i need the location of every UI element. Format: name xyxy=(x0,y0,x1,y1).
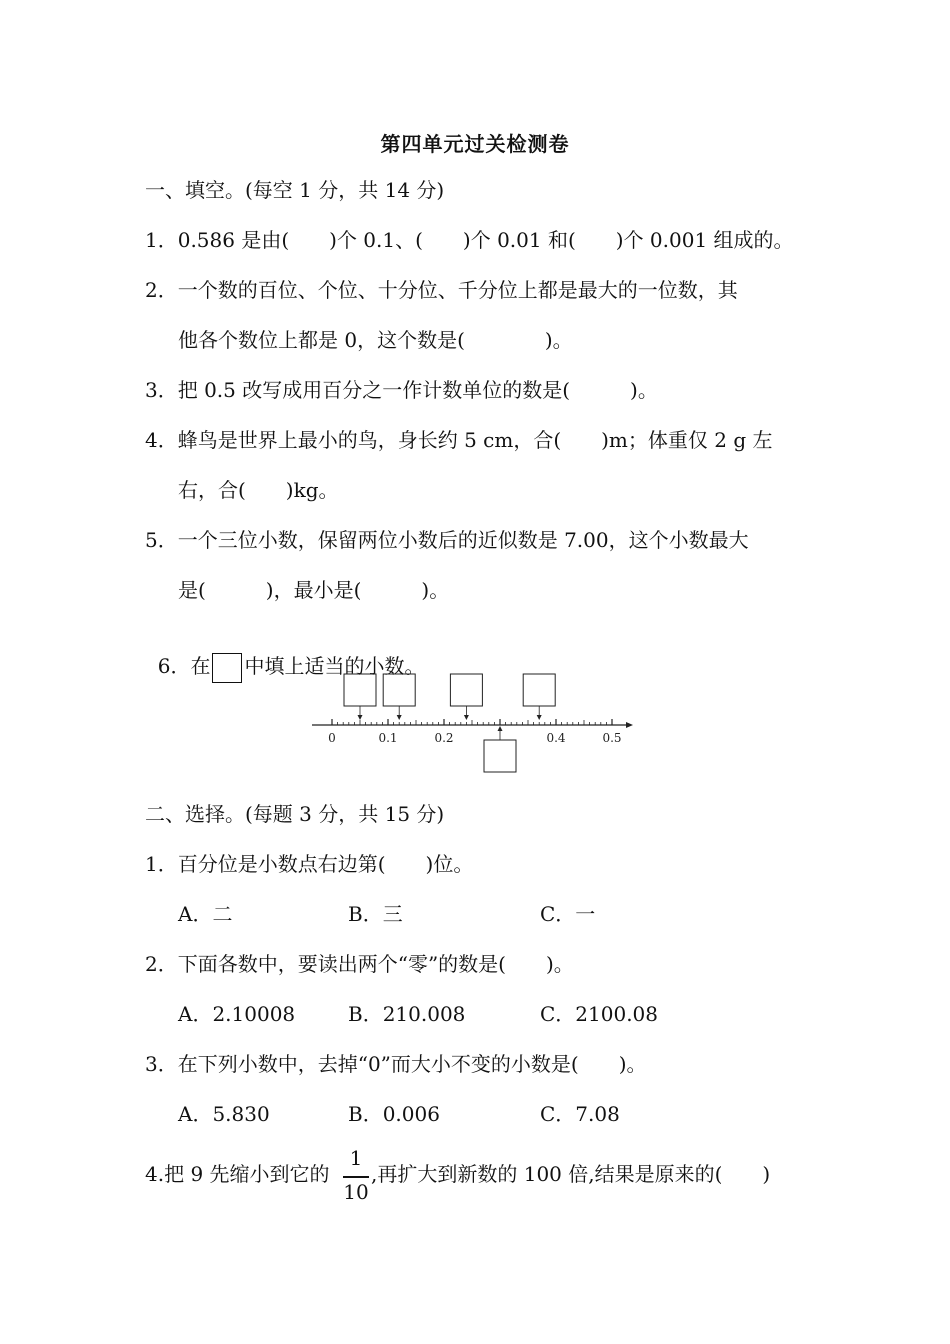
number-line xyxy=(312,674,633,772)
arrow-down-icon xyxy=(358,715,363,720)
option-2-2-a: A．2.10008 xyxy=(178,1002,296,1026)
number-line-label: 0 xyxy=(328,731,336,745)
question-2-3: 3．在下列小数中，去掉“0”而大小不变的小数是( )。 xyxy=(145,1052,647,1076)
number-line-figure xyxy=(300,668,645,778)
option-2-3-c: C．7.08 xyxy=(540,1102,620,1126)
question-1-2-line2: 他各个数位上都是 0，这个数是( )。 xyxy=(178,328,573,352)
fraction-denominator: 10 xyxy=(343,1180,369,1204)
option-2-3-a: A．5.830 xyxy=(178,1102,270,1126)
number-line-label: 0.1 xyxy=(378,731,398,745)
option-2-2-c: C．2100.08 xyxy=(540,1002,659,1026)
question-2-1: 1．百分位是小数点右边第( )位。 xyxy=(145,852,474,876)
question-1-1: 1．0.586 是由( )个 0.1、( )个 0.01 和( )个 0.001 组成的。 xyxy=(145,228,794,252)
answer-box-icon xyxy=(484,740,516,772)
question-2-4-suffix: ,再扩大到新数的 100 倍,结果是原来的( ) xyxy=(371,1162,771,1186)
answer-box-icon xyxy=(344,674,376,706)
page-title: 第四单元过关检测卷 xyxy=(380,132,570,156)
option-2-1-b: B．三 xyxy=(348,902,403,926)
arrow-down-icon xyxy=(464,715,469,720)
question-1-2-line1: 2．一个数的百位、个位、十分位、千分位上都是最大的一位数，其 xyxy=(145,278,738,302)
question-1-3: 3．把 0.5 改写成用百分之一作计数单位的数是( )。 xyxy=(145,378,658,402)
option-2-2-b: B．210.008 xyxy=(348,1002,466,1026)
axis-arrow-icon xyxy=(626,722,633,728)
question-1-5-line1: 5．一个三位小数，保留两位小数后的近似数是 7.00，这个小数最大 xyxy=(145,528,749,552)
answer-box-icon xyxy=(383,674,415,706)
option-2-1-c: C．一 xyxy=(540,902,596,926)
question-1-4-line2: 右，合( )kg。 xyxy=(178,478,339,502)
number-line-label: 0.2 xyxy=(434,731,454,745)
question-2-4-prefix: 4.把 9 先缩小到它的 xyxy=(145,1162,330,1186)
question-1-4-line1: 4．蜂鸟是世界上最小的鸟，身长约 5 cm，合( )m；体重仅 2 g 左 xyxy=(145,428,773,452)
fraction-numerator: 1 xyxy=(349,1146,363,1170)
question-2-2: 2．下面各数中，要读出两个“零”的数是( )。 xyxy=(145,952,574,976)
number-line-label: 0.4 xyxy=(546,731,566,745)
arrow-up-icon xyxy=(498,726,503,731)
option-2-1-a: A．二 xyxy=(178,902,233,926)
answer-box-icon xyxy=(212,653,242,683)
question-1-6-prefix: 6．在 xyxy=(157,654,211,678)
answer-box-icon xyxy=(523,674,555,706)
arrow-down-icon xyxy=(537,715,542,720)
fraction-bar xyxy=(343,1176,369,1178)
arrow-down-icon xyxy=(397,715,402,720)
number-line-label: 0.5 xyxy=(602,731,622,745)
question-1-5-line2: 是( )，最小是( )。 xyxy=(178,578,450,602)
answer-box-icon xyxy=(450,674,482,706)
question-1-6-suffix: 中填上适当的小数。 xyxy=(244,654,425,678)
option-2-3-b: B．0.006 xyxy=(348,1102,440,1126)
section1-heading: 一、填空。(每空 1 分，共 14 分) xyxy=(145,178,445,202)
section2-heading: 二、选择。(每题 3 分，共 15 分) xyxy=(145,802,445,826)
